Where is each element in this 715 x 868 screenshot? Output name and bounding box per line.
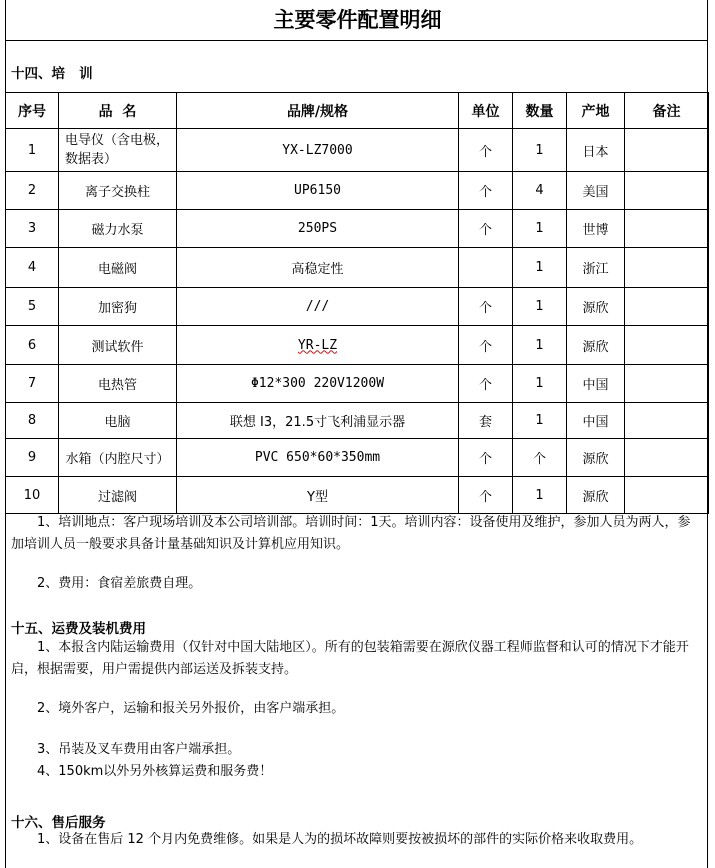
- cell-seq: 9: [6, 439, 59, 477]
- cell-qty: 4: [513, 172, 567, 210]
- table-row: [6, 248, 709, 288]
- cell-qty: 1: [513, 129, 567, 172]
- cell-remark: [625, 403, 709, 439]
- cell-brand: ///: [177, 288, 459, 326]
- header-brand: 品牌/规格: [177, 93, 459, 129]
- freight-paragraph-3: 3、吊装及叉车费用由客户端承担。: [11, 742, 241, 757]
- cell-seq: 1: [6, 129, 59, 172]
- cell-name: 加密狗: [59, 288, 177, 326]
- cell-brand: PVC 650*60*350mm: [177, 439, 459, 477]
- cell-qty: 1: [513, 365, 567, 403]
- cell-unit: 个: [459, 477, 513, 514]
- table-row: [6, 129, 709, 172]
- cell-brand: 250PS: [177, 210, 459, 248]
- cell-origin: 美国: [567, 172, 625, 210]
- cell-unit: 个: [459, 439, 513, 477]
- table-row: [6, 403, 709, 439]
- cell-qty: 个: [513, 439, 567, 477]
- cell-name: 电热管: [59, 365, 177, 403]
- cell-seq: 5: [6, 288, 59, 326]
- cell-remark: [625, 326, 709, 365]
- cell-qty: 1: [513, 477, 567, 514]
- cell-remark: [625, 439, 709, 477]
- section-service-heading: 十六、售后服务: [11, 815, 106, 831]
- table-row: [6, 365, 709, 403]
- cell-origin: 源欣: [567, 288, 625, 326]
- cell-seq: 4: [6, 248, 59, 288]
- cell-qty: 1: [513, 326, 567, 365]
- table-row: [6, 326, 709, 365]
- cell-seq: 8: [6, 403, 59, 439]
- cell-qty: 1: [513, 210, 567, 248]
- cell-brand: 联想 I3，21.5寸飞利浦显示器: [177, 403, 459, 439]
- cell-unit: 个: [459, 210, 513, 248]
- table-header-row: [6, 93, 709, 129]
- cell-unit: 个: [459, 129, 513, 172]
- cell-brand: UP6150: [177, 172, 459, 210]
- freight-paragraph-4: 4、150km以外另外核算运费和服务费！: [11, 764, 273, 779]
- table-row: [6, 172, 709, 210]
- cell-unit: 个: [459, 288, 513, 326]
- cell-remark: [625, 129, 709, 172]
- cell-name: 电磁阀: [59, 248, 177, 288]
- cell-name: 测试软件: [59, 326, 177, 365]
- freight-paragraph-2: 2、境外客户，运输和报关另外报价，由客户端承担。: [11, 701, 345, 716]
- cell-origin: 源欣: [567, 439, 625, 477]
- title-divider: [5, 40, 708, 41]
- cell-name: 水箱（内腔尺寸）: [59, 439, 177, 477]
- header-seq: 序号: [6, 93, 59, 129]
- training-paragraph-1: 1、培训地点：客户现场培训及本公司培训部。培训时间：1天。培训内容：设备使用及维护，参加人员为两人，参加培训人员一般要求具备计量基础知识及计算机应用知识。: [11, 515, 691, 552]
- cell-seq: 3: [6, 210, 59, 248]
- cell-seq: 10: [6, 477, 59, 514]
- cell-remark: [625, 210, 709, 248]
- cell-brand: Y型: [177, 477, 459, 514]
- cell-unit: 个: [459, 172, 513, 210]
- cell-qty: 1: [513, 248, 567, 288]
- section-training-heading: 十四、培 训: [11, 66, 93, 82]
- cell-remark: [625, 172, 709, 210]
- cell-seq: 7: [6, 365, 59, 403]
- cell-remark: [625, 365, 709, 403]
- header-qty: 数量: [513, 93, 567, 129]
- cell-unit: 个: [459, 365, 513, 403]
- cell-name: 离子交换柱: [59, 172, 177, 210]
- header-origin: 产地: [567, 93, 625, 129]
- freight-paragraph-1: 1、本报含内陆运输费用（仅针对中国大陆地区）。所有的包装箱需要在源欣仪器工程师监督和认可的情况下才能开启，根据需要，用户需提供内部运送及拆装支持。: [11, 640, 689, 677]
- parts-table: [5, 92, 709, 514]
- table-row: [6, 477, 709, 514]
- cell-origin: 浙江: [567, 248, 625, 288]
- cell-brand: [177, 326, 459, 365]
- cell-qty: 1: [513, 288, 567, 326]
- cell-seq: 6: [6, 326, 59, 365]
- cell-name: 电脑: [59, 403, 177, 439]
- document-title: 主要零件配置明细: [273, 7, 442, 32]
- table-row: [6, 439, 709, 477]
- cell-name: 电导仪（含电极，数据表）: [59, 129, 177, 172]
- cell-seq: 2: [6, 172, 59, 210]
- header-name: 品 名: [59, 93, 177, 129]
- cell-origin: 日本: [567, 129, 625, 172]
- section-freight-heading: 十五、运费及装机费用: [11, 621, 146, 637]
- cell-remark: [625, 248, 709, 288]
- spellcheck-underlined-text: YR-LZ: [297, 337, 338, 353]
- table-row: [6, 210, 709, 248]
- header-remark: 备注: [625, 93, 709, 129]
- cell-name: 磁力水泵: [59, 210, 177, 248]
- training-paragraph-2: 2、费用：食宿差旅费自理。: [11, 576, 202, 591]
- cell-unit: 套: [459, 403, 513, 439]
- cell-unit: 个: [459, 326, 513, 365]
- cell-origin: 世博: [567, 210, 625, 248]
- cell-origin: 源欣: [567, 326, 625, 365]
- header-unit: 单位: [459, 93, 513, 129]
- cell-remark: [625, 477, 709, 514]
- cell-qty: 1: [513, 403, 567, 439]
- table-row: [6, 288, 709, 326]
- cell-brand: YX-LZ7000: [177, 129, 459, 172]
- cell-remark: [625, 288, 709, 326]
- cell-origin: 源欣: [567, 477, 625, 514]
- service-paragraph-1: 1、设备在售后 12 个月内免费维修。如果是人为的损坏故障则要按被损坏的部件的实际价格来收取费用。: [11, 832, 643, 847]
- cell-brand: Φ12*300 220V1200W: [177, 365, 459, 403]
- cell-unit: [459, 248, 513, 288]
- cell-origin: 中国: [567, 365, 625, 403]
- cell-name: 过滤阀: [59, 477, 177, 514]
- cell-origin: 中国: [567, 403, 625, 439]
- cell-brand: 高稳定性: [177, 248, 459, 288]
